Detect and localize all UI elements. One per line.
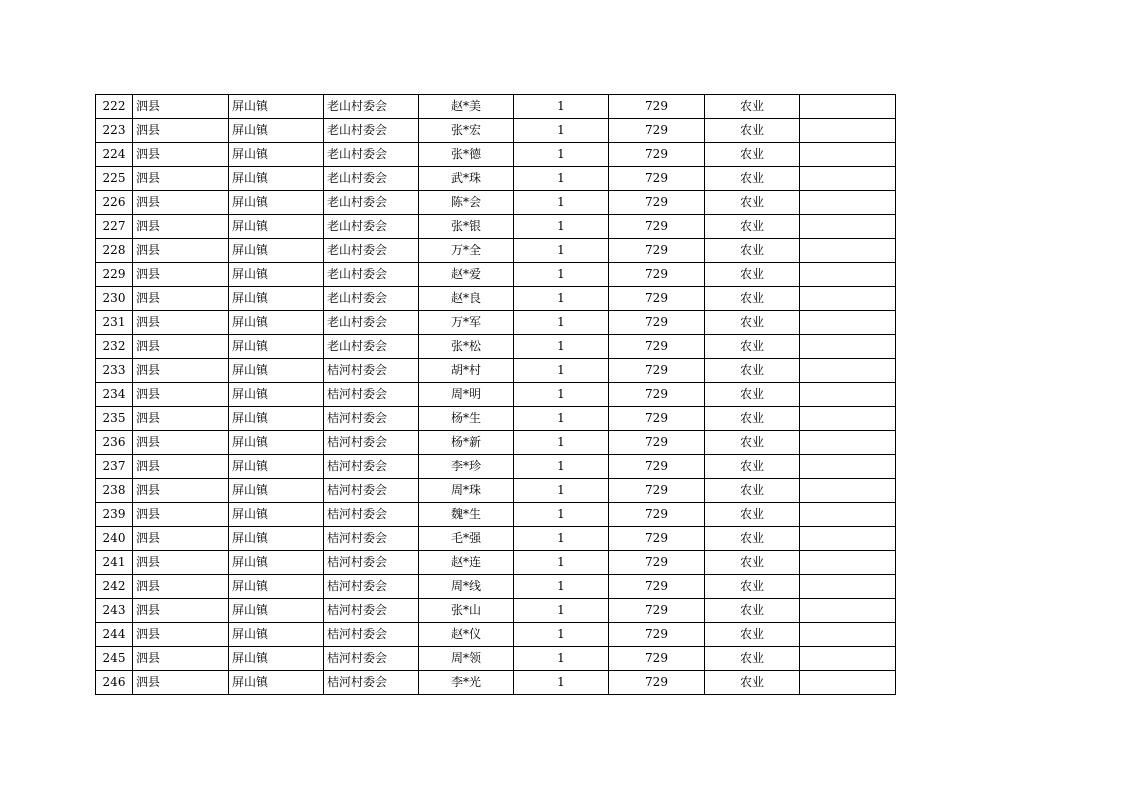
name-cell: 赵*良: [419, 287, 514, 311]
amount-cell: 729: [609, 551, 705, 575]
amount-cell: 729: [609, 527, 705, 551]
category-cell: 农业: [705, 263, 800, 287]
note-cell: [800, 383, 896, 407]
town-cell: 屏山镇: [229, 575, 324, 599]
table-row: [96, 575, 896, 599]
county-cell: 泗县: [133, 191, 229, 215]
table-row: [96, 143, 896, 167]
note-cell: [800, 671, 896, 695]
amount-cell: 729: [609, 647, 705, 671]
name-cell: 杨*生: [419, 407, 514, 431]
town-cell: 屏山镇: [229, 599, 324, 623]
count-cell: 1: [514, 335, 609, 359]
count-cell: 1: [514, 167, 609, 191]
amount-cell: 729: [609, 359, 705, 383]
name-cell: 万*全: [419, 239, 514, 263]
county-cell: 泗县: [133, 551, 229, 575]
table-row: [96, 407, 896, 431]
county-cell: 泗县: [133, 263, 229, 287]
town-cell: 屏山镇: [229, 287, 324, 311]
name-cell: 魏*生: [419, 503, 514, 527]
table-row: [96, 647, 896, 671]
category-cell: 农业: [705, 599, 800, 623]
count-cell: 1: [514, 527, 609, 551]
count-cell: 1: [514, 359, 609, 383]
name-cell: 杨*新: [419, 431, 514, 455]
count-cell: 1: [514, 647, 609, 671]
village-committee-cell: 老山村委会: [324, 95, 419, 119]
category-cell: 农业: [705, 167, 800, 191]
name-cell: 张*宏: [419, 119, 514, 143]
village-committee-cell: 桔河村委会: [324, 503, 419, 527]
county-cell: 泗县: [133, 599, 229, 623]
village-committee-cell: 老山村委会: [324, 119, 419, 143]
count-cell: 1: [514, 599, 609, 623]
amount-cell: 729: [609, 455, 705, 479]
table-row: [96, 263, 896, 287]
count-cell: 1: [514, 551, 609, 575]
name-cell: 万*军: [419, 311, 514, 335]
town-cell: 屏山镇: [229, 359, 324, 383]
amount-cell: 729: [609, 311, 705, 335]
amount-cell: 729: [609, 215, 705, 239]
note-cell: [800, 359, 896, 383]
note-cell: [800, 647, 896, 671]
amount-cell: 729: [609, 191, 705, 215]
count-cell: 1: [514, 263, 609, 287]
row-number-cell: 233: [96, 359, 133, 383]
category-cell: 农业: [705, 407, 800, 431]
village-committee-cell: 老山村委会: [324, 143, 419, 167]
town-cell: 屏山镇: [229, 479, 324, 503]
name-cell: 周*明: [419, 383, 514, 407]
town-cell: 屏山镇: [229, 335, 324, 359]
note-cell: [800, 263, 896, 287]
amount-cell: 729: [609, 95, 705, 119]
count-cell: 1: [514, 95, 609, 119]
village-committee-cell: 桔河村委会: [324, 431, 419, 455]
note-cell: [800, 479, 896, 503]
row-number-cell: 242: [96, 575, 133, 599]
row-number-cell: 231: [96, 311, 133, 335]
county-cell: 泗县: [133, 503, 229, 527]
name-cell: 周*领: [419, 647, 514, 671]
note-cell: [800, 287, 896, 311]
table-row: [96, 239, 896, 263]
name-cell: 张*银: [419, 215, 514, 239]
row-number-cell: 246: [96, 671, 133, 695]
count-cell: 1: [514, 119, 609, 143]
category-cell: 农业: [705, 383, 800, 407]
amount-cell: 729: [609, 287, 705, 311]
county-cell: 泗县: [133, 407, 229, 431]
county-cell: 泗县: [133, 575, 229, 599]
village-committee-cell: 桔河村委会: [324, 479, 419, 503]
row-number-cell: 229: [96, 263, 133, 287]
town-cell: 屏山镇: [229, 623, 324, 647]
village-committee-cell: 桔河村委会: [324, 527, 419, 551]
category-cell: 农业: [705, 623, 800, 647]
county-cell: 泗县: [133, 143, 229, 167]
amount-cell: 729: [609, 239, 705, 263]
village-committee-cell: 桔河村委会: [324, 647, 419, 671]
category-cell: 农业: [705, 551, 800, 575]
row-number-cell: 237: [96, 455, 133, 479]
village-committee-cell: 桔河村委会: [324, 575, 419, 599]
town-cell: 屏山镇: [229, 167, 324, 191]
county-cell: 泗县: [133, 623, 229, 647]
note-cell: [800, 503, 896, 527]
village-committee-cell: 老山村委会: [324, 263, 419, 287]
row-number-cell: 226: [96, 191, 133, 215]
row-number-cell: 241: [96, 551, 133, 575]
row-number-cell: 223: [96, 119, 133, 143]
town-cell: 屏山镇: [229, 671, 324, 695]
town-cell: 屏山镇: [229, 503, 324, 527]
town-cell: 屏山镇: [229, 647, 324, 671]
amount-cell: 729: [609, 143, 705, 167]
county-cell: 泗县: [133, 95, 229, 119]
village-committee-cell: 老山村委会: [324, 191, 419, 215]
note-cell: [800, 311, 896, 335]
category-cell: 农业: [705, 431, 800, 455]
count-cell: 1: [514, 407, 609, 431]
count-cell: 1: [514, 503, 609, 527]
county-cell: 泗县: [133, 167, 229, 191]
county-cell: 泗县: [133, 383, 229, 407]
note-cell: [800, 407, 896, 431]
category-cell: 农业: [705, 143, 800, 167]
table-row: [96, 191, 896, 215]
category-cell: 农业: [705, 119, 800, 143]
county-cell: 泗县: [133, 215, 229, 239]
amount-cell: 729: [609, 431, 705, 455]
town-cell: 屏山镇: [229, 191, 324, 215]
table-row: [96, 431, 896, 455]
row-number-cell: 243: [96, 599, 133, 623]
town-cell: 屏山镇: [229, 551, 324, 575]
county-cell: 泗县: [133, 119, 229, 143]
name-cell: 赵*爱: [419, 263, 514, 287]
count-cell: 1: [514, 455, 609, 479]
amount-cell: 729: [609, 119, 705, 143]
village-committee-cell: 桔河村委会: [324, 599, 419, 623]
row-number-cell: 227: [96, 215, 133, 239]
note-cell: [800, 623, 896, 647]
name-cell: 张*德: [419, 143, 514, 167]
category-cell: 农业: [705, 455, 800, 479]
row-number-cell: 230: [96, 287, 133, 311]
county-cell: 泗县: [133, 647, 229, 671]
county-cell: 泗县: [133, 479, 229, 503]
name-cell: 赵*连: [419, 551, 514, 575]
town-cell: 屏山镇: [229, 263, 324, 287]
village-committee-cell: 桔河村委会: [324, 671, 419, 695]
table-row: [96, 95, 896, 119]
table-row: [96, 503, 896, 527]
row-number-cell: 240: [96, 527, 133, 551]
amount-cell: 729: [609, 671, 705, 695]
county-cell: 泗县: [133, 311, 229, 335]
town-cell: 屏山镇: [229, 455, 324, 479]
village-committee-cell: 桔河村委会: [324, 551, 419, 575]
count-cell: 1: [514, 383, 609, 407]
table-row: [96, 479, 896, 503]
count-cell: 1: [514, 239, 609, 263]
category-cell: 农业: [705, 503, 800, 527]
amount-cell: 729: [609, 599, 705, 623]
note-cell: [800, 455, 896, 479]
name-cell: 赵*仪: [419, 623, 514, 647]
count-cell: 1: [514, 479, 609, 503]
county-cell: 泗县: [133, 527, 229, 551]
name-cell: 武*珠: [419, 167, 514, 191]
category-cell: 农业: [705, 311, 800, 335]
village-committee-cell: 桔河村委会: [324, 383, 419, 407]
count-cell: 1: [514, 575, 609, 599]
row-number-cell: 224: [96, 143, 133, 167]
name-cell: 李*珍: [419, 455, 514, 479]
village-committee-cell: 老山村委会: [324, 167, 419, 191]
note-cell: [800, 335, 896, 359]
note-cell: [800, 143, 896, 167]
town-cell: 屏山镇: [229, 95, 324, 119]
table-row: [96, 311, 896, 335]
beneficiary-table: [95, 94, 896, 695]
row-number-cell: 239: [96, 503, 133, 527]
category-cell: 农业: [705, 359, 800, 383]
row-number-cell: 232: [96, 335, 133, 359]
amount-cell: 729: [609, 503, 705, 527]
count-cell: 1: [514, 191, 609, 215]
village-committee-cell: 老山村委会: [324, 311, 419, 335]
village-committee-cell: 老山村委会: [324, 335, 419, 359]
count-cell: 1: [514, 215, 609, 239]
town-cell: 屏山镇: [229, 431, 324, 455]
count-cell: 1: [514, 671, 609, 695]
table-row: [96, 215, 896, 239]
name-cell: 李*光: [419, 671, 514, 695]
village-committee-cell: 桔河村委会: [324, 623, 419, 647]
note-cell: [800, 431, 896, 455]
category-cell: 农业: [705, 95, 800, 119]
row-number-cell: 238: [96, 479, 133, 503]
town-cell: 屏山镇: [229, 119, 324, 143]
village-committee-cell: 桔河村委会: [324, 407, 419, 431]
category-cell: 农业: [705, 479, 800, 503]
village-committee-cell: 老山村委会: [324, 287, 419, 311]
count-cell: 1: [514, 311, 609, 335]
amount-cell: 729: [609, 479, 705, 503]
amount-cell: 729: [609, 263, 705, 287]
town-cell: 屏山镇: [229, 407, 324, 431]
village-committee-cell: 老山村委会: [324, 239, 419, 263]
amount-cell: 729: [609, 407, 705, 431]
count-cell: 1: [514, 623, 609, 647]
row-number-cell: 244: [96, 623, 133, 647]
name-cell: 赵*美: [419, 95, 514, 119]
table-row: [96, 623, 896, 647]
county-cell: 泗县: [133, 359, 229, 383]
row-number-cell: 222: [96, 95, 133, 119]
name-cell: 毛*强: [419, 527, 514, 551]
table-row: [96, 551, 896, 575]
table-row: [96, 167, 896, 191]
category-cell: 农业: [705, 527, 800, 551]
county-cell: 泗县: [133, 431, 229, 455]
category-cell: 农业: [705, 335, 800, 359]
name-cell: 周*线: [419, 575, 514, 599]
village-committee-cell: 老山村委会: [324, 215, 419, 239]
county-cell: 泗县: [133, 455, 229, 479]
row-number-cell: 225: [96, 167, 133, 191]
category-cell: 农业: [705, 671, 800, 695]
amount-cell: 729: [609, 167, 705, 191]
table-row: [96, 599, 896, 623]
note-cell: [800, 551, 896, 575]
table-row: [96, 671, 896, 695]
name-cell: 胡*村: [419, 359, 514, 383]
table-row: [96, 335, 896, 359]
category-cell: 农业: [705, 191, 800, 215]
amount-cell: 729: [609, 623, 705, 647]
amount-cell: 729: [609, 575, 705, 599]
town-cell: 屏山镇: [229, 311, 324, 335]
category-cell: 农业: [705, 215, 800, 239]
row-number-cell: 236: [96, 431, 133, 455]
town-cell: 屏山镇: [229, 143, 324, 167]
count-cell: 1: [514, 431, 609, 455]
town-cell: 屏山镇: [229, 383, 324, 407]
row-number-cell: 234: [96, 383, 133, 407]
town-cell: 屏山镇: [229, 215, 324, 239]
county-cell: 泗县: [133, 671, 229, 695]
county-cell: 泗县: [133, 239, 229, 263]
category-cell: 农业: [705, 575, 800, 599]
count-cell: 1: [514, 143, 609, 167]
note-cell: [800, 239, 896, 263]
category-cell: 农业: [705, 239, 800, 263]
table-row: [96, 287, 896, 311]
town-cell: 屏山镇: [229, 527, 324, 551]
village-committee-cell: 桔河村委会: [324, 455, 419, 479]
note-cell: [800, 599, 896, 623]
note-cell: [800, 167, 896, 191]
note-cell: [800, 95, 896, 119]
table-row: [96, 455, 896, 479]
table-row: [96, 359, 896, 383]
name-cell: 陈*会: [419, 191, 514, 215]
name-cell: 张*山: [419, 599, 514, 623]
note-cell: [800, 191, 896, 215]
amount-cell: 729: [609, 335, 705, 359]
note-cell: [800, 575, 896, 599]
row-number-cell: 228: [96, 239, 133, 263]
village-committee-cell: 桔河村委会: [324, 359, 419, 383]
category-cell: 农业: [705, 287, 800, 311]
count-cell: 1: [514, 287, 609, 311]
note-cell: [800, 119, 896, 143]
county-cell: 泗县: [133, 335, 229, 359]
note-cell: [800, 215, 896, 239]
table-body: [96, 95, 896, 695]
name-cell: 张*松: [419, 335, 514, 359]
category-cell: 农业: [705, 647, 800, 671]
county-cell: 泗县: [133, 287, 229, 311]
table-row: [96, 383, 896, 407]
town-cell: 屏山镇: [229, 239, 324, 263]
table-row: [96, 527, 896, 551]
name-cell: 周*珠: [419, 479, 514, 503]
note-cell: [800, 527, 896, 551]
table-row: [96, 119, 896, 143]
row-number-cell: 235: [96, 407, 133, 431]
amount-cell: 729: [609, 383, 705, 407]
row-number-cell: 245: [96, 647, 133, 671]
